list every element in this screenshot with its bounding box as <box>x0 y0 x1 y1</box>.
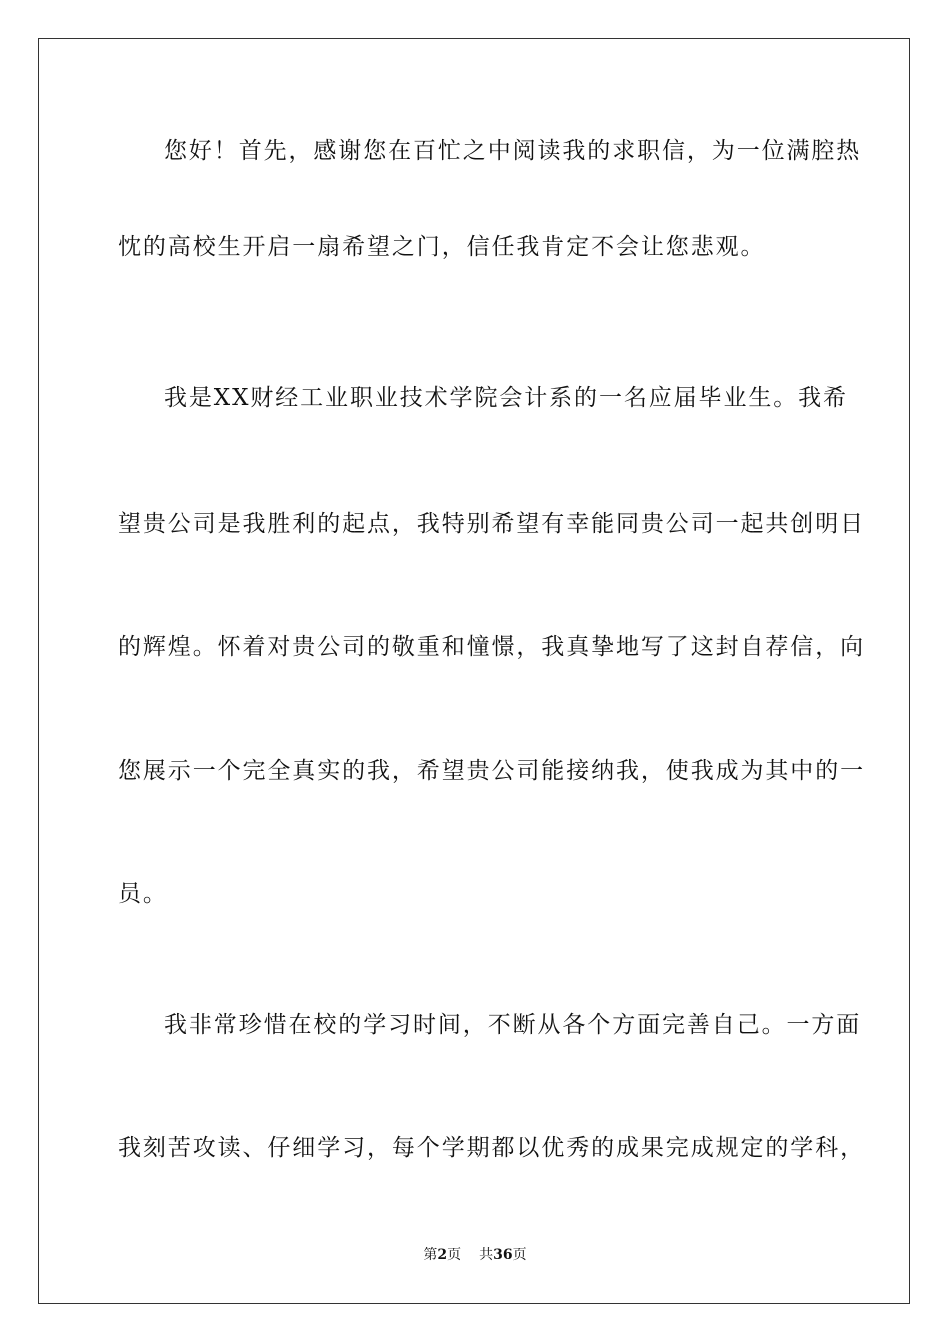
total-prefix: 共 <box>479 1247 494 1263</box>
page-footer <box>0 1244 950 1264</box>
paragraph-2-line-5: 员。 <box>118 881 168 907</box>
paragraph-3-line-1: 我非常珍惜在校的学习时间，不断从各个方面完善自己。一方面 <box>164 1012 862 1038</box>
paragraph-2-line-3: 的辉煌。怀着对贵公司的敬重和憧憬，我真挚地写了这封自荐信，向 <box>118 634 865 660</box>
page-prefix: 第 <box>423 1247 438 1263</box>
paragraph-2-line-2: 望贵公司是我胜利的起点，我特别希望有幸能同贵公司一起共创明日 <box>118 511 865 537</box>
page-total: 36 <box>493 1247 513 1263</box>
paragraph-2-line-4: 您展示一个完全真实的我，希望贵公司能接纳我，使我成为其中的一 <box>118 758 865 784</box>
page-current: 2 <box>437 1247 448 1263</box>
paragraph-3-line-2: 我刻苦攻读、仔细学习，每个学期都以优秀的成果完成规定的学科， <box>118 1135 865 1161</box>
total-suffix: 页 <box>512 1247 527 1263</box>
paragraph-1-line-1: 您好！首先，感谢您在百忙之中阅读我的求职信，为一位满腔热 <box>164 138 862 164</box>
paragraph-2-line-1: 我是XX财经工业职业技术学院会计系的一名应届毕业生。我希 <box>164 385 848 411</box>
page-suffix: 页 <box>447 1247 462 1263</box>
paragraph-1-line-2: 忱的高校生开启一扇希望之门，信任我肯定不会让您悲观。 <box>118 234 766 260</box>
